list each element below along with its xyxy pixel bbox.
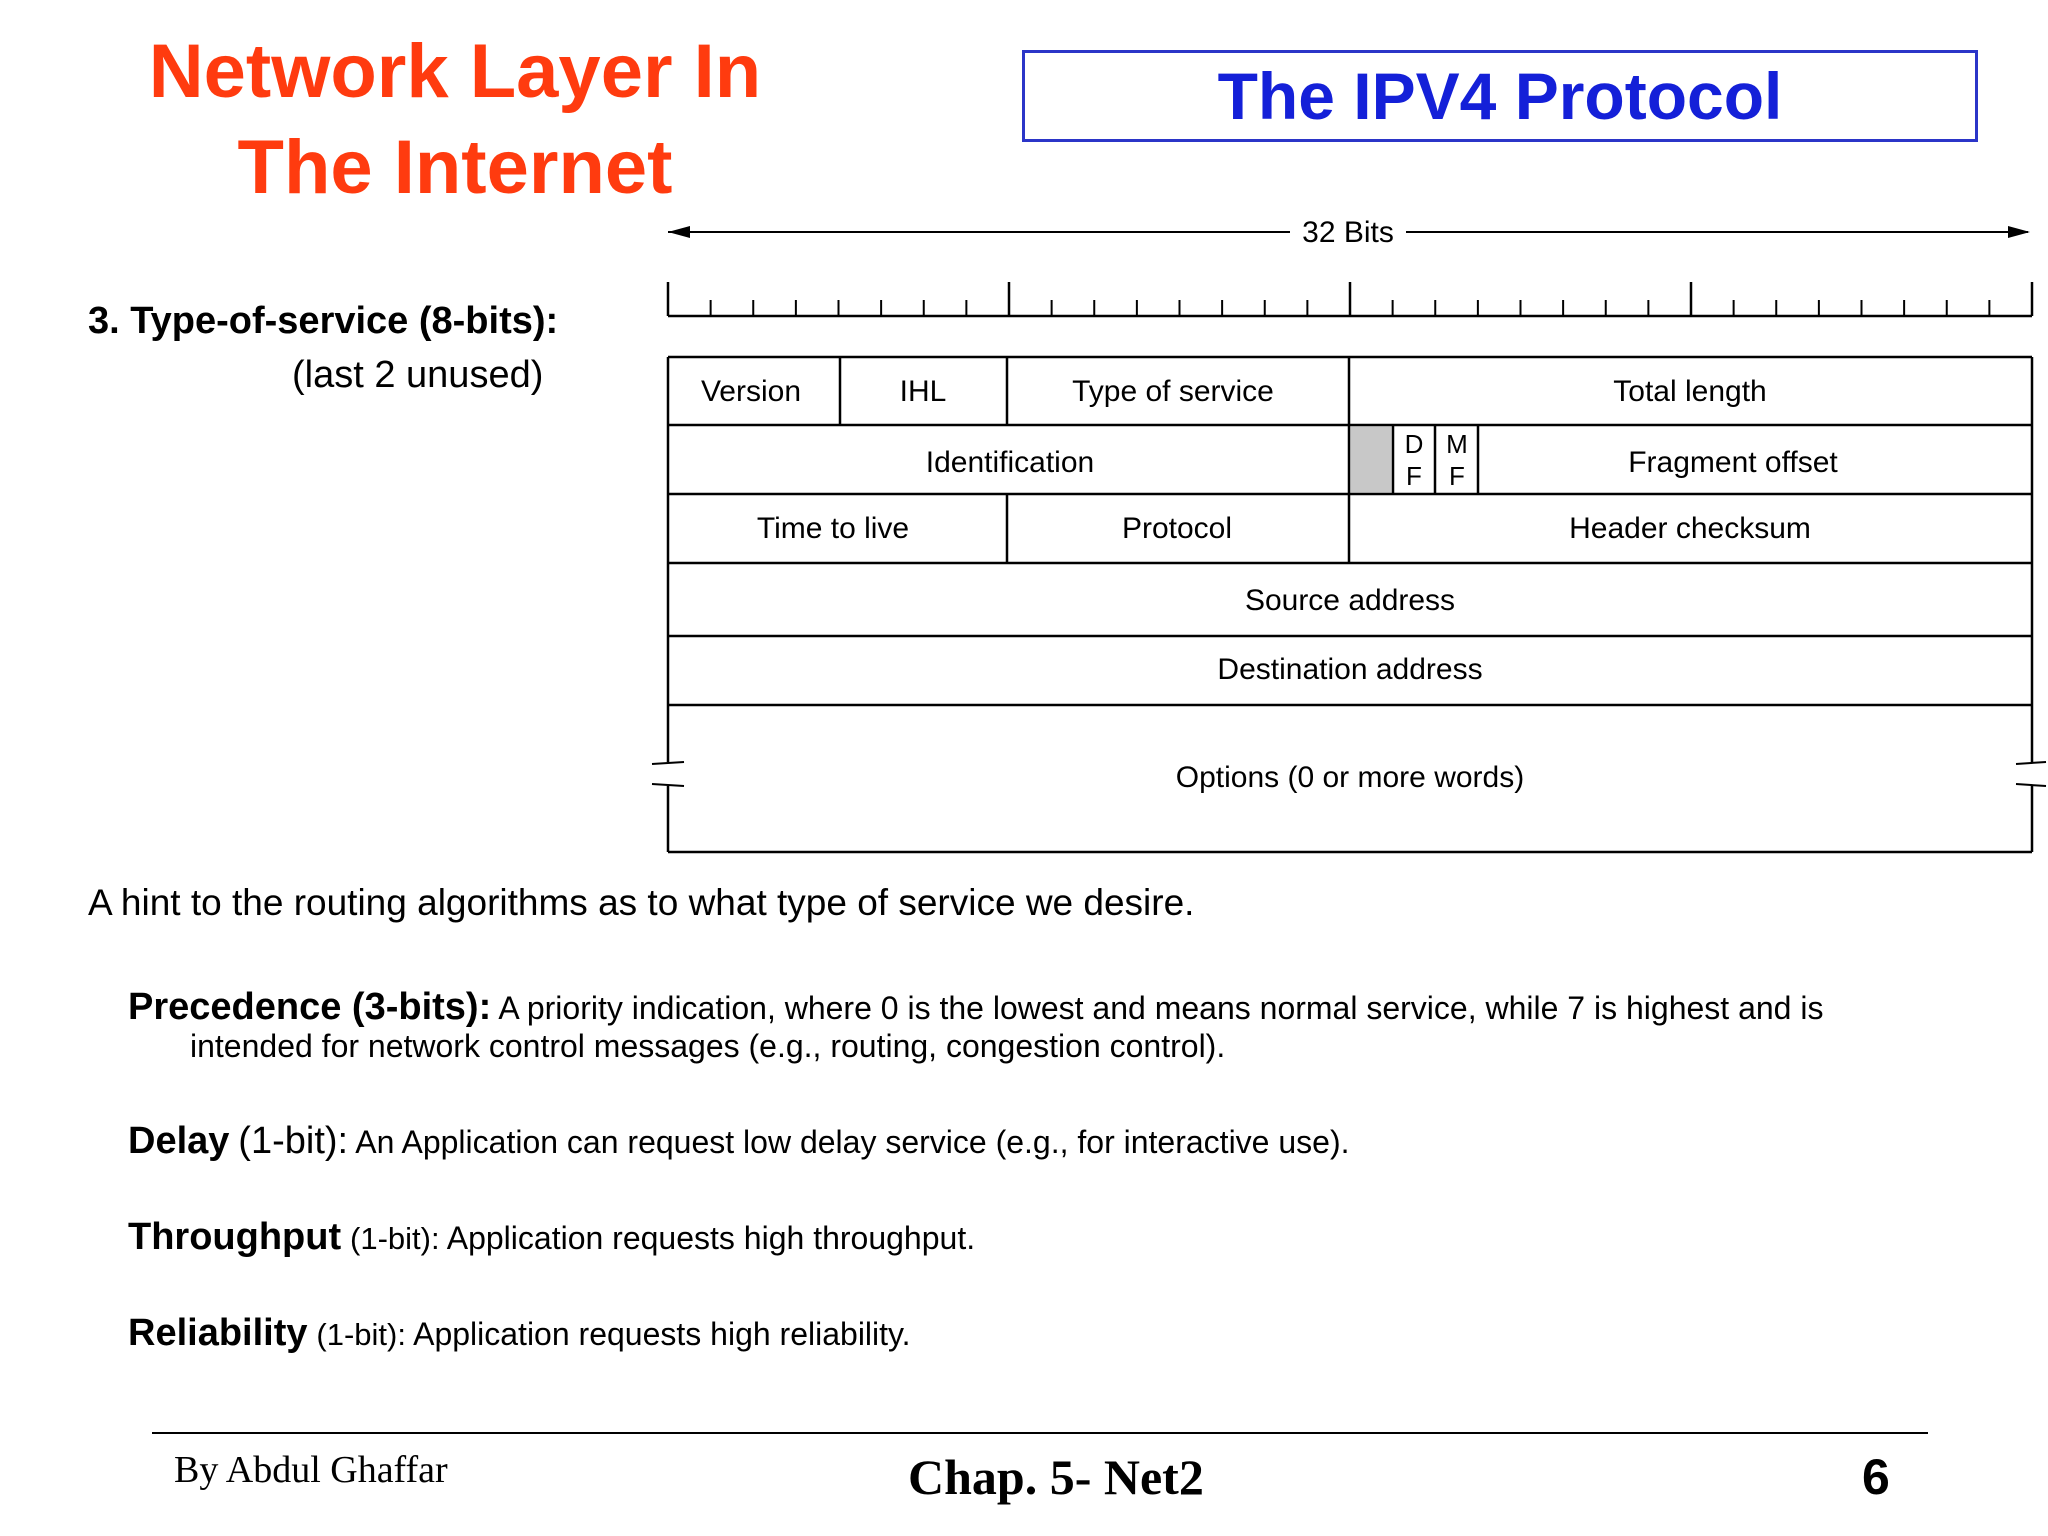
field-destination-address: Destination address <box>1217 653 1483 686</box>
slide-title-line1: Network Layer In <box>148 29 762 114</box>
unused-bit-cell <box>1351 427 1392 493</box>
arrow-left-icon <box>668 226 690 238</box>
footer-author: By Abdul Ghaffar <box>174 1449 448 1491</box>
precedence-label: Precedence (3-bits): <box>128 986 492 1028</box>
field-ihl: IHL <box>899 375 947 408</box>
field-mf-f: F <box>1449 461 1465 491</box>
field-protocol: Protocol <box>1121 512 1233 545</box>
hint-text: A hint to the routing algorithms as to what type of service we desire. <box>88 882 1195 923</box>
footer-page-number: 6 <box>1862 1449 1890 1505</box>
throughput-paren: (1-bit): <box>350 1221 440 1256</box>
field-time-to-live: Time to live <box>756 512 910 545</box>
field-fragment-offset: Fragment offset <box>1628 446 1838 479</box>
section-heading: 3. Type-of-service (8-bits): <box>88 300 559 342</box>
field-type-of-service: Type of service <box>1072 375 1274 408</box>
bit-ruler <box>668 282 2032 316</box>
field-identification: Identification <box>925 446 1095 479</box>
slide-title-line2: The Internet <box>237 125 673 210</box>
precedence-paragraph <box>128 988 1823 1065</box>
reliability-label: Reliability <box>128 1312 308 1354</box>
field-df-d: D <box>1404 429 1424 459</box>
precedence-text-2: intended for network control messages (e.g., routing, congestion control). <box>190 1028 1226 1064</box>
field-mf-m: M <box>1446 429 1468 459</box>
reliability-paragraph <box>128 1314 911 1354</box>
footer-divider <box>152 1432 1928 1434</box>
section-subheading: (last 2 unused) <box>292 354 544 396</box>
reliability-text: Application requests high reliability. <box>413 1316 911 1352</box>
throughput-paragraph <box>128 1218 975 1258</box>
arrow-right-icon <box>2008 226 2030 238</box>
protocol-title: The IPV4 Protocol <box>1217 59 1783 133</box>
options-break-right-icon <box>2016 762 2046 786</box>
delay-text: An Application can request low delay service (e.g., for interactive use). <box>355 1124 1350 1160</box>
delay-paren: (1-bit): <box>238 1120 349 1162</box>
field-df-f: F <box>1406 461 1422 491</box>
field-header-checksum: Header checksum <box>1569 512 1811 545</box>
field-options: Options (0 or more words) <box>1175 761 1525 794</box>
field-source-address: Source address <box>1244 584 1456 617</box>
precedence-text-1: A priority indication, where 0 is the lowest and means normal service, while 7 is highest and is <box>498 990 1824 1026</box>
throughput-text: Application requests high throughput. <box>446 1220 976 1256</box>
footer-chapter: Chap. 5- Net2 <box>908 1449 1204 1505</box>
reliability-paren: (1-bit): <box>316 1317 406 1352</box>
bits-label: 32 Bits <box>1302 216 1394 249</box>
options-break-left-icon <box>652 762 684 786</box>
delay-label: Delay <box>128 1120 230 1162</box>
delay-paragraph <box>128 1122 1350 1161</box>
field-version: Version <box>700 375 802 408</box>
throughput-label: Throughput <box>128 1216 342 1258</box>
field-total-length: Total length <box>1613 375 1767 408</box>
